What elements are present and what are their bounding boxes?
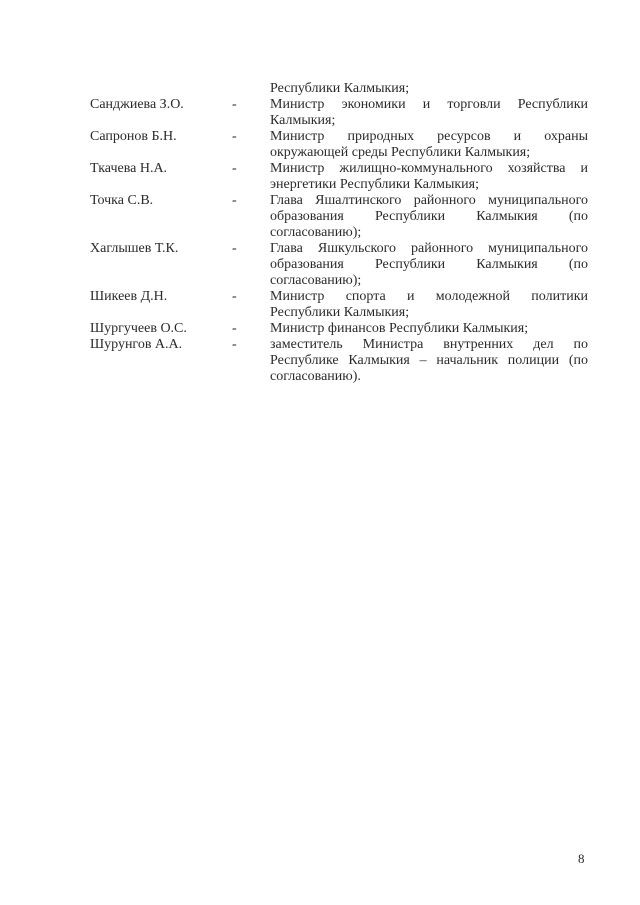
member-name: Хаглышев Т.К. — [90, 241, 179, 256]
list-item — [90, 337, 588, 385]
member-name: Санджиева З.О. — [90, 97, 184, 112]
member-name: Шурунгов А.А. — [90, 337, 183, 352]
list-item — [90, 97, 588, 129]
list-item — [90, 321, 588, 337]
list-item — [90, 129, 588, 161]
dash: - — [232, 241, 237, 256]
continuation-text: Республики Калмыкия; — [270, 81, 410, 96]
member-position: Министр спорта и молодежной политики Республики Калмыкия; — [270, 289, 588, 320]
dash: - — [232, 289, 237, 304]
member-position: Министр природных ресурсов и охраны окружающей среды Республики Калмыкия; — [270, 129, 588, 160]
member-name: Ткачева Н.А. — [90, 161, 168, 176]
dash: - — [232, 129, 237, 144]
page-number: 8 — [578, 851, 585, 866]
list-item — [90, 289, 588, 321]
member-position: Глава Яшалтинского районного муниципального образования Республики Калмыкия (по согласованию); — [270, 193, 588, 240]
list-item — [90, 193, 588, 241]
member-position: Министр финансов Республики Калмыкия; — [270, 321, 529, 336]
dash: - — [232, 97, 237, 112]
members-list — [90, 81, 588, 385]
list-item — [90, 161, 588, 193]
dash: - — [232, 161, 237, 176]
continuation-line — [90, 81, 588, 97]
member-position: Министр экономики и торговли Республики Калмыкия; — [270, 97, 588, 128]
dash: - — [232, 337, 237, 352]
member-position: Министр жилищно-коммунального хозяйства и энергетики Республики Калмыкия; — [270, 161, 588, 192]
member-name: Шикеев Д.Н. — [90, 289, 168, 304]
list-item — [90, 241, 588, 289]
member-name: Точка С.В. — [90, 193, 154, 208]
member-name: Сапронов Б.Н. — [90, 129, 177, 144]
dash: - — [232, 321, 237, 336]
member-position: заместитель Министра внутренних дел по Республике Калмыкия – начальник полиции (по согласованию). — [270, 337, 588, 384]
dash: - — [232, 193, 237, 208]
member-name: Шургучеев О.С. — [90, 321, 187, 336]
member-position: Глава Яшкульского районного муниципального образования Республики Калмыкия (по согласованию); — [270, 241, 588, 288]
